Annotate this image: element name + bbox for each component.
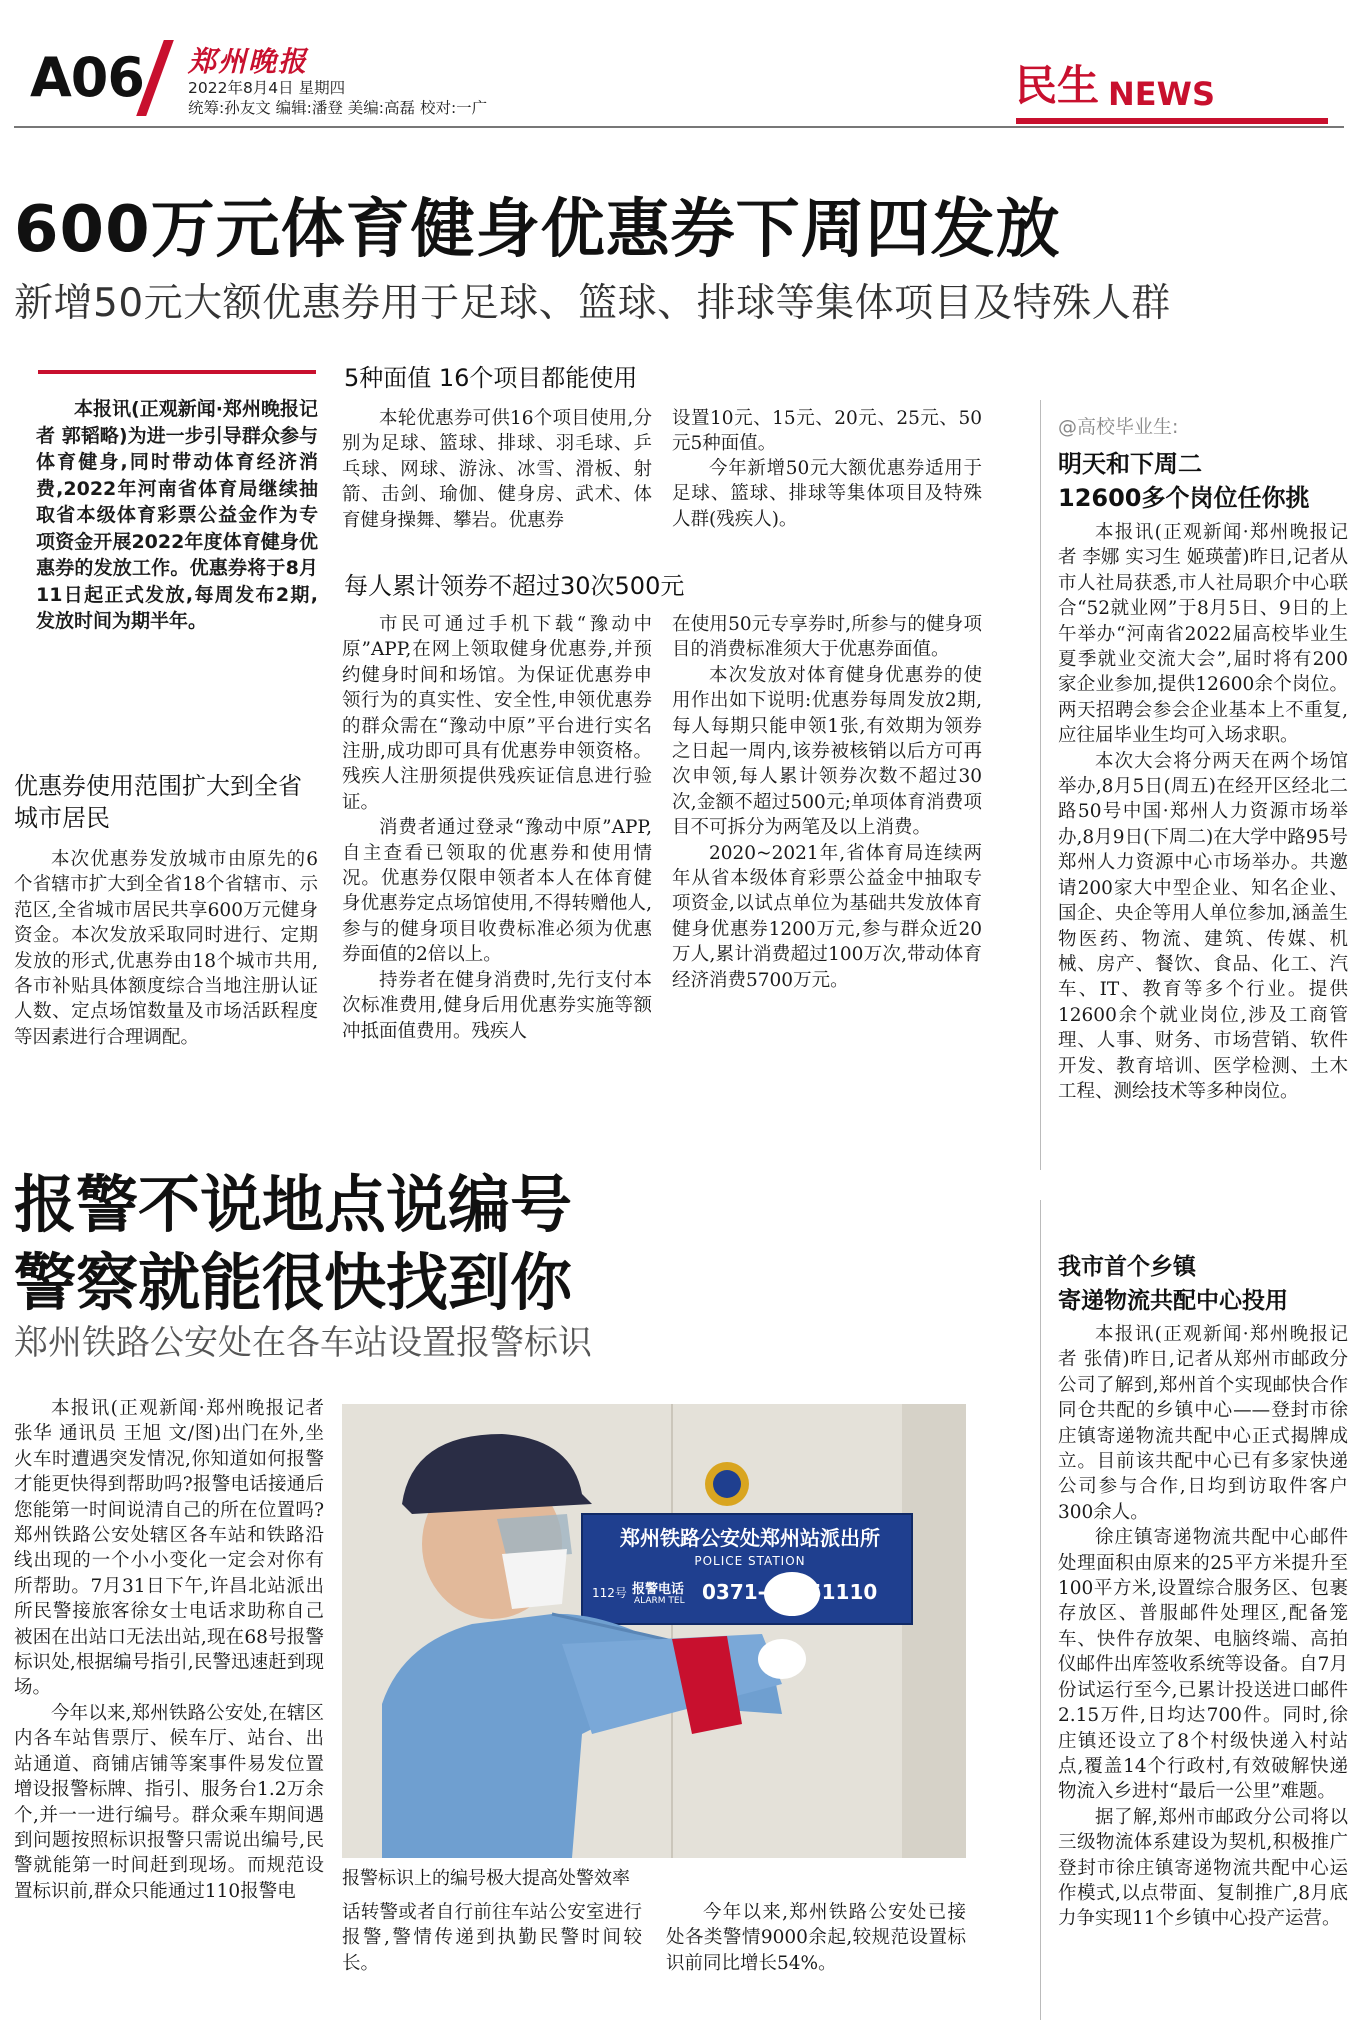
article1-section3-title: 每人累计领券不超过30次500元	[344, 572, 685, 600]
article3-headline-line2: 警察就能很快找到你	[14, 1246, 573, 1319]
photo-caption: 报警标识上的编号极大提高处警效率	[342, 1868, 630, 1889]
paragraph: 本报讯(正观新闻·郑州晚报记者 李娜 实习生 姬瑛蕾)昨日,记者从市人社局获悉,市人社局职介中心联合“52就业网”于8月5日、9日的上午举办“河南省2022届高校毕业生夏季就业交流大会”,届时将有200家企业参加,提供12600余个岗位。两天招聘会参会企业基本上不重复,应往届毕业生均可入场求职。	[1058, 522, 1348, 747]
police-officer-photo	[342, 1404, 966, 1858]
article1-lead: 本报讯(正观新闻·郑州晚报记者 郭韬略)为进一步引导群众参与体育健身,同时带动体育经济消费,2022年河南省体育局继续抽取省本级体育彩票公益金作为专项资金开展2022年度体育健身优惠券的发放工作。优惠券将于8月11日起正式发放,每周发布2期,发放时间为期半年。	[36, 398, 318, 632]
sign-phone-label: 报警电话	[632, 1582, 685, 1597]
article1-section2-col2a: 设置10元、15元、20元、25元、50元5种面值。	[672, 408, 982, 455]
sign-title: 郑州铁路公安处郑州站派出所	[620, 1526, 880, 1550]
article4-body	[1058, 1322, 1348, 1932]
paragraph: 消费者通过登录“豫动中原”APP,自主查看已领取的优惠券和使用情况。优惠券仅限申领者本人在体育健身优惠券定点场馆使用,不得转赠他人,参与的健身项目收费标准必须为优惠券面值的2倍以上。	[342, 817, 652, 966]
article1-section3-col1	[342, 612, 652, 1044]
page-number: A06	[30, 46, 144, 109]
paragraph: 本报讯(正观新闻·郑州晚报记者 张倩)昨日,记者从郑州市邮政分公司了解到,郑州首个实现邮快合作同仓共配的乡镇中心——登封市徐庄镇寄递物流共配中心正式揭牌成立。目前该共配中心已有多家快递公司参与合作,日均到访取件客户300余人。	[1058, 1324, 1348, 1523]
article2-tag: @高校毕业生:	[1058, 416, 1179, 438]
article1-headline: 600万元体育健身优惠券下周四发放	[14, 193, 1061, 267]
section-name-cn: 民生	[1015, 61, 1100, 110]
paragraph: 本报讯(正观新闻·郑州晚报记者 张华 通讯员 王旭 文/图)出门在外,坐火车时遭遇突发情况,你知道如何报警才能更快得到帮助吗?报警电话接通后您能第一时间说清自己的所在位置吗?郑州铁路公安处辖区各车站和铁路沿线出现的一个小小变化一定会对你有所帮助。7月31日下午,许昌北站派出所民警接旅客徐女士电话求助称自己被困在出站口无法出站,现在68号报警标识处,根据编号指引,民警迅速赶到现场。	[14, 1398, 324, 1699]
sign-phone-en: ALARM TEL	[634, 1596, 685, 1606]
column-divider	[1040, 1200, 1041, 2020]
article3-col2: 话转警或者自行前往车站公安室进行报警,警情传递到执勤民警时间较长。	[342, 1902, 642, 1974]
article3-col3: 今年以来,郑州铁路公安处已接处各类警情9000余起,较规范设置标识前同比增长54%。	[666, 1902, 966, 1974]
paragraph: 持券者在健身消费时,先行支付本次标准费用,健身后用优惠券实施等额冲抵面值费用。残疾人	[342, 969, 652, 1042]
sign-number: 112号	[592, 1586, 627, 1600]
paragraph: 据了解,郑州市邮政分公司将以三级物流体系建设为契机,积极推广登封市徐庄镇寄递物流共配中心运作模式,以点带面、复制推广,8月底力争实现11个乡镇中心投产运营。	[1058, 1806, 1348, 1930]
issue-date: 2022年8月4日 星期四	[188, 79, 346, 97]
article1-section2-col2b: 今年新增50元大额优惠券适用于足球、篮球、排球等集体项目及特殊人群(残疾人)。	[672, 458, 982, 530]
paragraph: 本次发放对体育健身优惠券的使用作出如下说明:优惠券每周发放2期,每人每期只能申领1张,有效期为领券之日起一周内,该券被核销以后方可再次申领,每人累计领券次数不超过30次,金额不超过500元;单项体育消费项目不可拆分为两笔及以上消费。	[672, 664, 982, 839]
staff-credits: 统筹:孙友文 编辑:潘登 美编:高磊 校对:一广	[188, 99, 488, 117]
article3-photo	[342, 1404, 966, 1858]
paragraph: 2020~2021年,省体育局连续两年从省本级体育彩票公益金中抽取专项资金,以试点单位为基础共发放体育健身优惠券1200万元,参与群众近20万人,累计消费超过100万次,带动体育经济消费5700万元。	[672, 842, 982, 991]
article2-headline-line1: 明天和下周二	[1058, 450, 1202, 478]
article1-section1-body: 本次优惠券发放城市由原先的6个省辖市扩大到全省18个省辖市、示范区,全省城市居民共享600万元健身资金。本次发放采取同时进行、定期发放的形式,优惠券由18个城市共用,各市补贴具体额度综合当地注册认证人数、定点场馆数量及市场活跃程度等因素进行合理调配。	[14, 849, 318, 1048]
article1-subheadline: 新增50元大额优惠券用于足球、篮球、排球等集体项目及特殊人群	[14, 281, 1171, 326]
article4-headline-line1: 我市首个乡镇	[1058, 1254, 1196, 1280]
article4-headline-line2: 寄递物流共配中心投用	[1058, 1288, 1288, 1314]
article3-headline-line1: 报警不说地点说编号	[14, 1168, 573, 1241]
article1-section1-title: 优惠券使用范围扩大到全省城市居民	[14, 772, 302, 832]
sign-phone: 0371-68351110	[702, 1580, 878, 1604]
section-name-en: NEWS	[1108, 75, 1215, 113]
paragraph: 本次大会将分两天在两个场馆举办,8月5日(周五)在经开区经北二路50号中国·郑州人力资源市场举办,8月9日(下周二)在大学中路95号郑州人力资源中心市场举办。共邀请200家大中型企业、知名企业、国企、央企等用人单位参加,涵盖生物医药、物流、建筑、传媒、机械、房产、餐饮、食品、化工、汽车、IT、教育等多个行业。提供12600余个就业岗位,涉及工商管理、人事、财务、市场营销、软件开发、教育培训、医学检测、土木工程、测绘技术等多种岗位。	[1058, 750, 1348, 1102]
article2-body	[1058, 520, 1348, 1104]
article1-section2-title: 5种面值 16个项目都能使用	[344, 364, 638, 392]
article2-headline-line2: 12600多个岗位任你挑	[1058, 484, 1310, 512]
column-divider	[1040, 400, 1041, 1170]
sign-en: POLICE STATION	[694, 1554, 806, 1568]
paragraph: 今年以来,郑州铁路公安处,在辖区内各车站售票厅、候车厅、站台、出站通道、商铺店铺等案事件易发位置增设报警标牌、指引、服务台1.2万余个,并一一进行编号。群众乘车期间遇到问题按照标识报警只需说出编号,民警就能第一时间赶到现场。而规范设置标识前,群众只能通过110报警电	[14, 1702, 324, 1902]
article3-subheadline: 郑州铁路公安处在各车站设置报警标识	[14, 1323, 592, 1363]
masthead-rule	[14, 126, 1344, 128]
lead-red-rule	[38, 370, 316, 374]
paragraph: 徐庄镇寄递物流共配中心邮件处理面积由原来的25平方米提升至100平方米,设置综合服务区、包裹存放区、普服邮件处理区,配备笼车、快件存放架、电脑终端、高拍仪邮件出库签收系统等设备。自7月份试运行至今,已累计投送进口邮件2.15万件,日均达700件。同时,徐庄镇还设立了8个村级快递入村站点,覆盖14个行政村,有效破解快递物流入乡进村“最后一公里”难题。	[1058, 1527, 1348, 1803]
paragraph: 市民可通过手机下载“豫动中原”APP,在网上领取健身优惠券,并预约健身时间和场馆。为保证优惠券申领行为的真实性、安全性,申领优惠券的群众需在“豫动中原”平台进行实名注册,成功即可具有优惠券申领资格。残疾人注册须提供残疾证信息进行验证。	[342, 614, 652, 813]
masthead-red-rule	[1016, 118, 1328, 124]
paper-name-logo: 郑州晚报	[188, 45, 309, 78]
paragraph: 在使用50元专享券时,所参与的健身项目的消费标准须大于优惠券面值。	[672, 614, 982, 661]
article1-section2-col1: 本轮优惠券可供16个项目使用,分别为足球、篮球、排球、羽毛球、乒乓球、网球、游泳、冰雪、滑板、射箭、击剑、瑜伽、健身房、武术、体育健身操舞、攀岩。优惠券	[342, 408, 652, 531]
article1-section3-col2	[672, 612, 982, 993]
article3-col1	[14, 1396, 324, 1904]
